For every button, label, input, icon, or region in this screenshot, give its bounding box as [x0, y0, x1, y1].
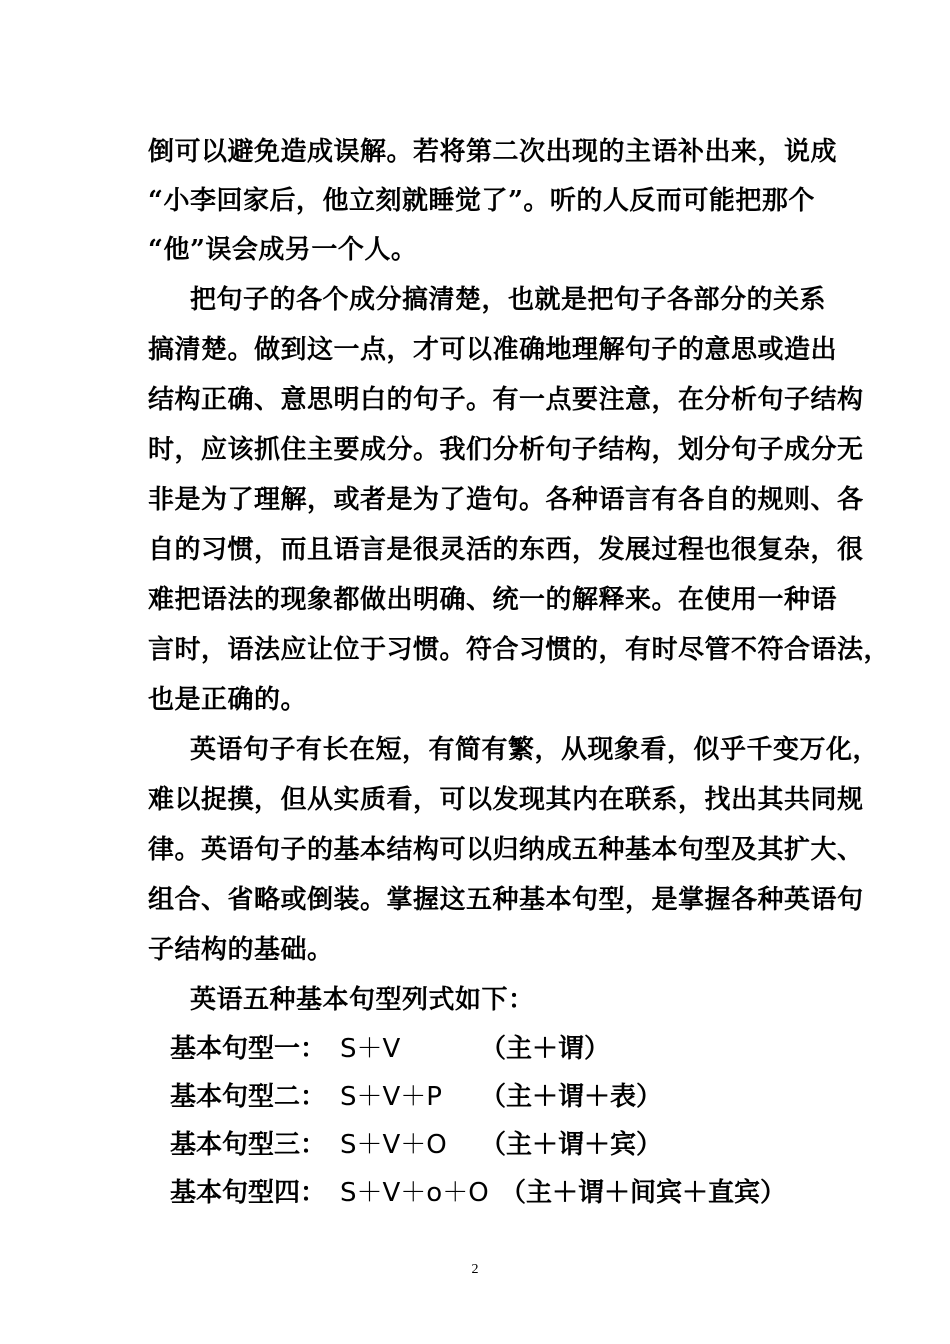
pattern-formula: S＋V — [340, 1034, 401, 1064]
text-line: 律。英语句子的基本结构可以归纳成五种基本句型及其扩大、 — [148, 835, 864, 865]
text-line: 难把语法的现象都做出明确、统一的解释来。在使用一种语 — [148, 585, 838, 615]
text-line: “他”误会成另一个人。 — [148, 235, 418, 265]
pattern-label: 基本句型四： — [170, 1178, 327, 1208]
text-line: 搞清楚。做到这一点，才可以准确地理解句子的意思或造出 — [148, 335, 838, 365]
page-number: 2 — [471, 1262, 479, 1277]
pattern-label: 基本句型三： — [170, 1130, 327, 1160]
text-line: 时，应该抓住主要成分。我们分析句子结构，划分句子成分无 — [148, 435, 864, 465]
pattern-formula: S＋V＋P — [340, 1082, 442, 1112]
text-line: 自的习惯，而且语言是很灵活的东西，发展过程也很复杂，很 — [148, 535, 864, 565]
pattern-meaning: （主＋谓＋宾） — [480, 1130, 663, 1160]
text-line: 言时，语法应让位于习惯。符合习惯的，有时尽管不符合语法， — [148, 635, 891, 665]
text-line: 结构正确、意思明白的句子。有一点要注意，在分析句子结构 — [148, 385, 864, 415]
text-line: 英语五种基本句型列式如下： — [190, 985, 535, 1015]
pattern-label: 基本句型二： — [170, 1082, 327, 1112]
pattern-meaning: （主＋谓＋表） — [480, 1082, 663, 1112]
text-line: “小李回家后，他立刻就睡觉了”。听的人反而可能把那个 — [148, 186, 815, 216]
text-line: 子结构的基础。 — [148, 935, 334, 965]
text-line: 非是为了理解，或者是为了造句。各种语言有各自的规则、各 — [148, 485, 864, 515]
text-line: 难以捉摸，但从实质看，可以发现其内在联系，找出其共同规 — [148, 785, 864, 815]
text-line: 英语句子有长在短，有简有繁，从现象看，似乎千变万化， — [190, 735, 880, 765]
text-line: 倒可以避免造成误解。若将第二次出现的主语补出来，说成 — [148, 137, 838, 167]
pattern-formula: S＋V＋O — [340, 1130, 447, 1160]
text-line: 也是正确的。 — [148, 685, 308, 715]
pattern-meaning: （主＋谓＋间宾＋直宾） — [500, 1178, 787, 1208]
pattern-label: 基本句型一： — [170, 1034, 327, 1064]
text-line: 组合、省略或倒装。掌握这五种基本句型，是掌握各种英语句 — [148, 885, 864, 915]
pattern-formula: S＋V＋o＋O — [340, 1178, 489, 1208]
text-line: 把句子的各个成分搞清楚，也就是把句子各部分的关系 — [190, 285, 827, 315]
pattern-meaning: （主＋谓） — [480, 1034, 611, 1064]
